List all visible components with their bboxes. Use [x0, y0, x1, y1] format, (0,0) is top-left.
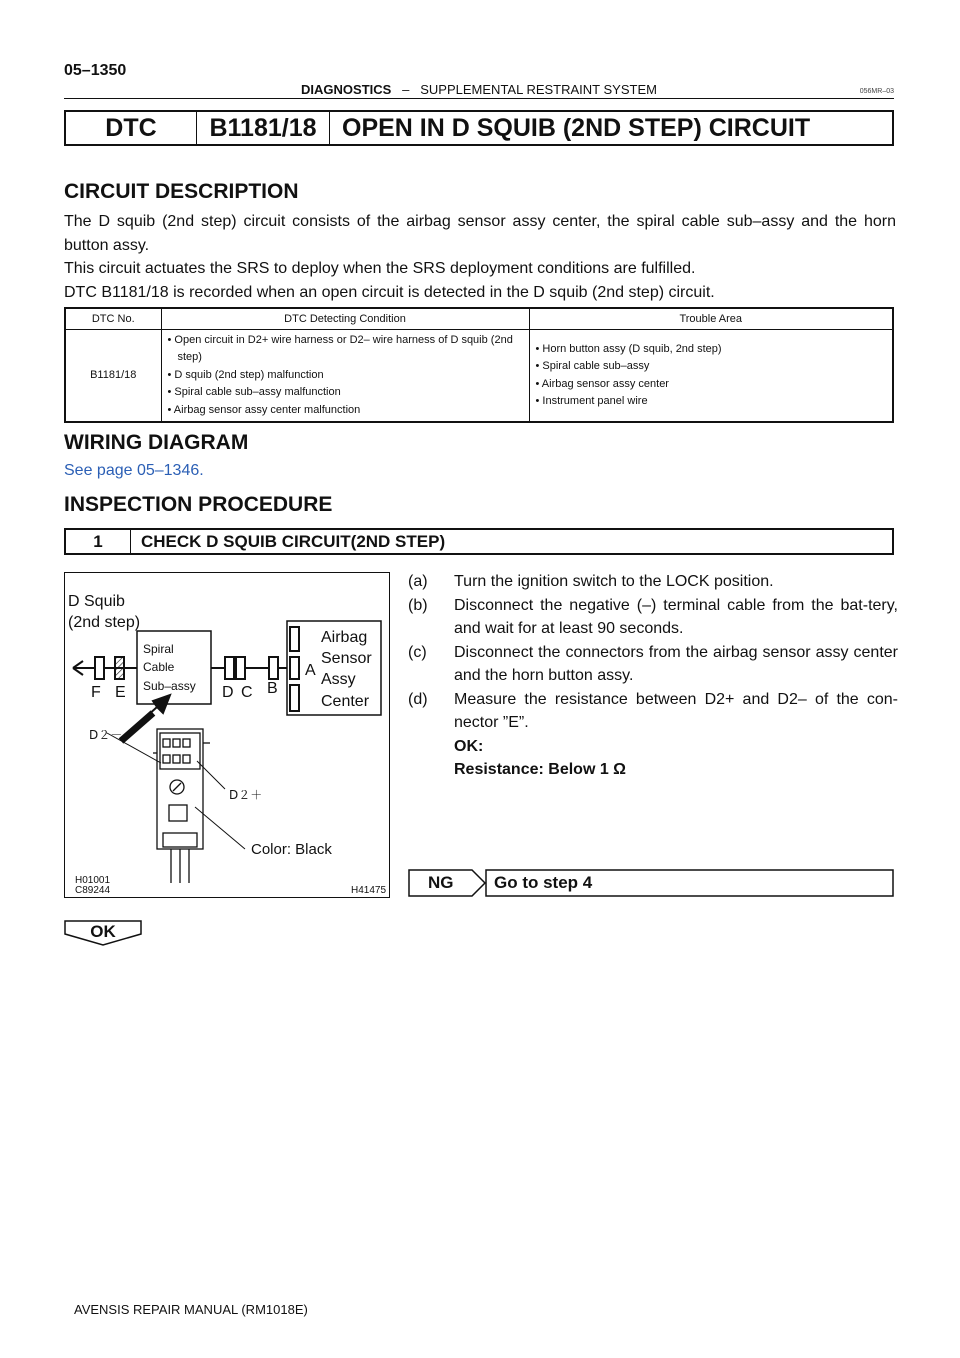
ng-action[interactable]: Go to step 4: [494, 873, 593, 892]
step-label: (b): [408, 596, 428, 614]
step-title: CHECK D SQUIB CIRCUIT(2ND STEP): [141, 531, 446, 551]
connector-figure: [64, 572, 390, 898]
connector-diagram: [65, 573, 389, 897]
step-item: [408, 570, 898, 594]
trouble-area-item: • Horn button assy (D squib, 2nd step): [535, 342, 722, 355]
dtc-banner: [64, 110, 894, 146]
running-header: [64, 80, 894, 102]
connector-f-label: F: [91, 684, 101, 701]
description-paragraph: DTC B1181/18 is recorded when an open circuit is detected in the D squib (2nd step) circuit.: [64, 283, 715, 301]
d2-minus-label: D２－: [89, 728, 123, 742]
step-item: [408, 594, 898, 641]
ok-criteria-label: OK:: [454, 737, 484, 755]
condition-item: • D squib (2nd step) malfunction: [167, 368, 324, 381]
header-separator: –: [402, 82, 410, 97]
header-rule: [64, 98, 894, 99]
connector-d-label: D: [222, 684, 234, 701]
connector-b-label: B: [267, 680, 278, 697]
dtc-table: [64, 307, 894, 423]
connector-a: [290, 657, 299, 679]
circuit-description-text: [64, 210, 896, 304]
condition-item: • Open circuit in D2+ wire harness or D2– wire harness of D squib (2nd step): [167, 333, 513, 364]
airbag-label-4: Center: [321, 693, 370, 710]
detecting-condition-cell: [161, 330, 529, 423]
trouble-area-item: • Spiral cable sub–assy: [535, 360, 650, 372]
ok-branch: [64, 920, 142, 946]
ok-criteria-spec: Resistance: Below 1 Ω: [454, 761, 626, 778]
page-footer: AVENSIS REPAIR MANUAL (RM1018E): [74, 1302, 308, 1317]
figure-code-3: H41475: [351, 885, 387, 896]
step-text: Disconnect the negative (–) terminal cable from the bat-tery, and wait for at least 90 seconds.: [454, 596, 898, 637]
wiring-diagram-heading: WIRING DIAGRAM: [64, 431, 249, 454]
table-header: Trouble Area: [529, 308, 893, 330]
description-paragraph: The D squib (2nd step) circuit consists of the airbag sensor assy center, the spiral cable sub–assy and the horn button assy.: [64, 213, 896, 254]
step-text: Turn the ignition switch to the LOCK position.: [454, 573, 774, 590]
connector-e: [115, 657, 124, 679]
connector-f: [95, 657, 104, 679]
spiral-label-1: Spiral: [143, 642, 174, 656]
spiral-label-2: Cable: [143, 660, 175, 674]
connector-c: [236, 657, 245, 679]
connector-d: [225, 657, 234, 679]
figure-code-2: C89244: [75, 885, 111, 896]
spiral-label-3: Sub–assy: [143, 679, 196, 693]
step-label: (a): [408, 573, 428, 590]
trouble-area-cell: [529, 330, 893, 423]
table-header: DTC Detecting Condition: [161, 308, 529, 330]
condition-item: • Spiral cable sub–assy malfunction: [167, 386, 341, 399]
header-subsection: SUPPLEMENTAL RESTRAINT SYSTEM: [420, 82, 657, 97]
step-item: [408, 641, 898, 688]
trouble-area-item: • Instrument panel wire: [535, 395, 648, 407]
table-header: DTC No.: [65, 308, 161, 330]
connector-c-label: C: [241, 684, 253, 701]
step-label: (c): [408, 643, 427, 661]
figure-code-1: H01001: [75, 875, 111, 886]
dtc-number-cell: B1181/18: [65, 330, 161, 423]
dtc-label: DTC: [66, 112, 197, 144]
circuit-description-heading: CIRCUIT DESCRIPTION: [64, 180, 299, 203]
ng-branch-shape: [408, 869, 894, 897]
procedure-steps: [408, 570, 898, 782]
description-paragraph: This circuit actuates the SRS to deploy when the SRS deployment conditions are fulfilled.: [64, 260, 696, 277]
condition-item: • Airbag sensor assy center malfunction: [167, 403, 361, 416]
dtc-title: OPEN IN D SQUIB (2ND STEP) CIRCUIT: [342, 113, 811, 142]
step-text: Disconnect the connectors from the airbag sensor assy center and the horn button assy.: [454, 643, 898, 684]
airbag-label-3: Assy: [321, 671, 356, 688]
connector-b: [269, 657, 278, 679]
airbag-label-2: Sensor: [321, 650, 372, 667]
airbag-label-1: Airbag: [321, 629, 368, 646]
ng-tag: NG: [428, 873, 454, 892]
connector-e-detail: [153, 729, 210, 883]
step-number: 1: [66, 530, 131, 553]
dtc-code: B1181/18: [197, 112, 330, 144]
step-text: Measure the resistance between D2+ and D2– of the con-nector ”E”.: [454, 690, 898, 731]
squib-label-line2: (2nd step): [68, 614, 141, 631]
header-section: DIAGNOSTICS: [301, 82, 392, 97]
inspection-procedure-heading: INSPECTION PROCEDURE: [64, 493, 333, 516]
d2-plus-label: D２＋: [229, 788, 263, 802]
page-number: 05–1350: [64, 62, 127, 79]
squib-label-line1: D Squib: [68, 593, 125, 610]
header-title: [64, 82, 894, 97]
trouble-area-item: • Airbag sensor assy center: [535, 377, 669, 390]
step-label: (d): [408, 690, 428, 708]
color-label: Color: Black: [251, 841, 332, 858]
connector-e-label: E: [115, 684, 126, 701]
connector-a-label: A: [305, 662, 316, 679]
step-header: [64, 528, 894, 555]
step-item: [408, 688, 898, 735]
header-code: 056MR–03: [859, 88, 894, 95]
ok-tag: OK: [90, 922, 116, 941]
wiring-diagram-link[interactable]: See page 05–1346.: [64, 462, 204, 479]
ng-branch: [408, 869, 894, 897]
